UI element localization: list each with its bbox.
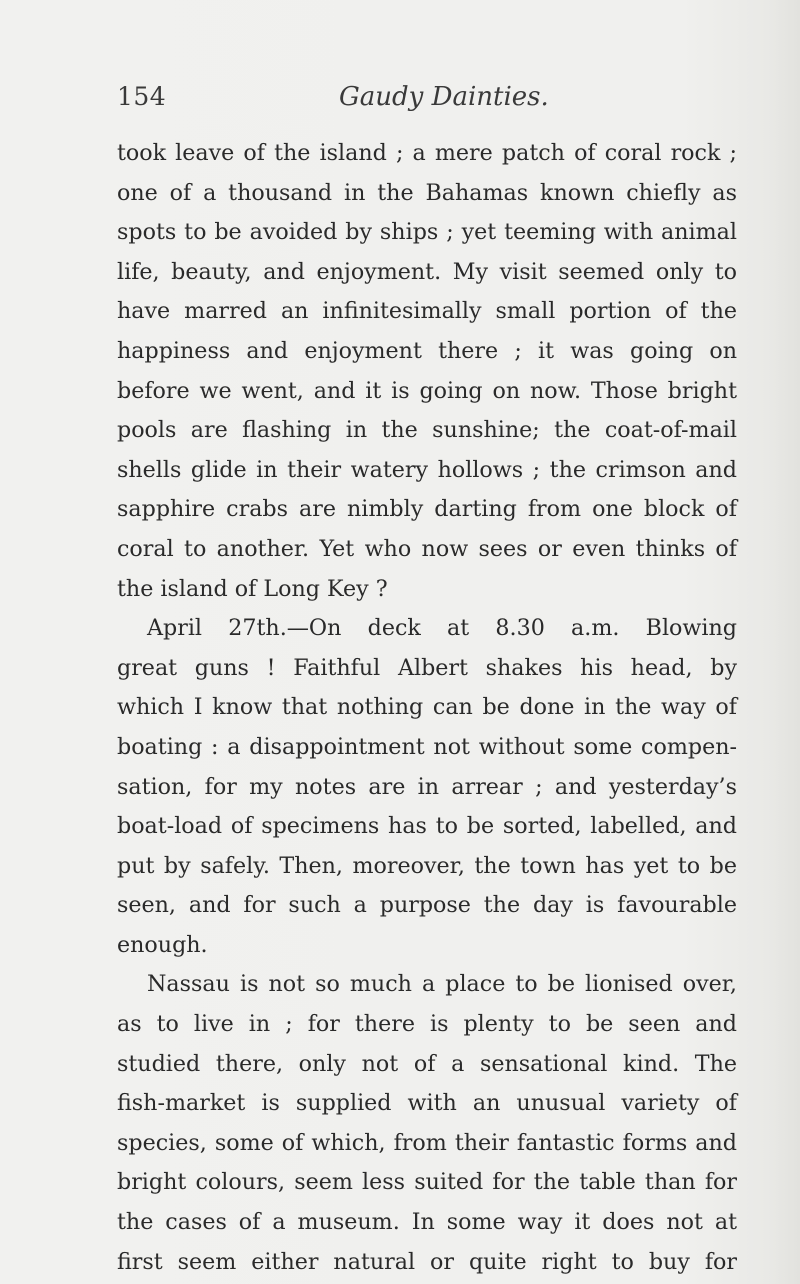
text-line: have marred an infinitesimally small portion of the <box>117 298 737 325</box>
text-line: studied there, only not of a sensational kind. The <box>117 1050 737 1077</box>
text-line: as to live in ; for there is plenty to be seen and <box>117 1011 737 1038</box>
body-text <box>117 134 737 1282</box>
text-line: coral to another. Yet who now sees or even thinks of <box>117 535 737 562</box>
text-line: the island of Long Key ? <box>117 575 388 602</box>
text-line: one of a thousand in the Bahamas known chiefly as <box>117 179 737 206</box>
running-title: Gaudy Dainties. <box>339 82 549 112</box>
text-line: Nassau is not so much a place to be lionised over, <box>147 971 737 998</box>
text-line: species, some of which, from their fantastic forms and <box>117 1129 737 1156</box>
text-line: enough. <box>117 931 208 958</box>
text-line: first seem either natural or quite right to buy for <box>117 1248 737 1275</box>
text-line: boat-load of specimens has to be sorted, labelled, and <box>117 813 737 840</box>
text-line: April 27th.—On deck at 8.30 a.m. Blowing <box>147 615 737 642</box>
text-line: happiness and enjoyment there ; it was going on <box>117 337 737 364</box>
text-line: sapphire crabs are nimbly darting from one block of <box>117 496 737 523</box>
text-line: sation, for my notes are in arrear ; and yesterday’s <box>117 773 737 800</box>
text-line: fish-market is supplied with an unusual variety of <box>117 1090 737 1117</box>
text-line: boating : a disappointment not without some compen- <box>117 733 737 760</box>
text-line: took leave of the island ; a mere patch of coral rock ; <box>117 140 737 166</box>
text-line: shells glide in their watery hollows ; the crimson and <box>117 456 737 483</box>
text-line: great guns ! Faithful Albert shakes his head, by <box>117 654 737 681</box>
text-line: put by safely. Then, moreover, the town has yet to be <box>117 852 737 879</box>
text-line: the cases of a museum. In some way it does not at <box>117 1209 737 1236</box>
text-line: life, beauty, and enjoyment. My visit seemed only to <box>117 258 737 285</box>
page-number: 154 <box>117 82 167 111</box>
text-line: pools are flashing in the sunshine; the coat-of-mail <box>117 417 737 444</box>
text-line: seen, and for such a purpose the day is favourable <box>117 892 737 919</box>
text-line: before we went, and it is going on now. Those bright <box>117 377 737 404</box>
running-head <box>117 82 737 122</box>
text-line: spots to be avoided by ships ; yet teeming with animal <box>117 219 737 246</box>
text-line: which I know that nothing can be done in the way of <box>117 694 737 721</box>
text-line: bright colours, seem less suited for the table than for <box>117 1169 737 1196</box>
